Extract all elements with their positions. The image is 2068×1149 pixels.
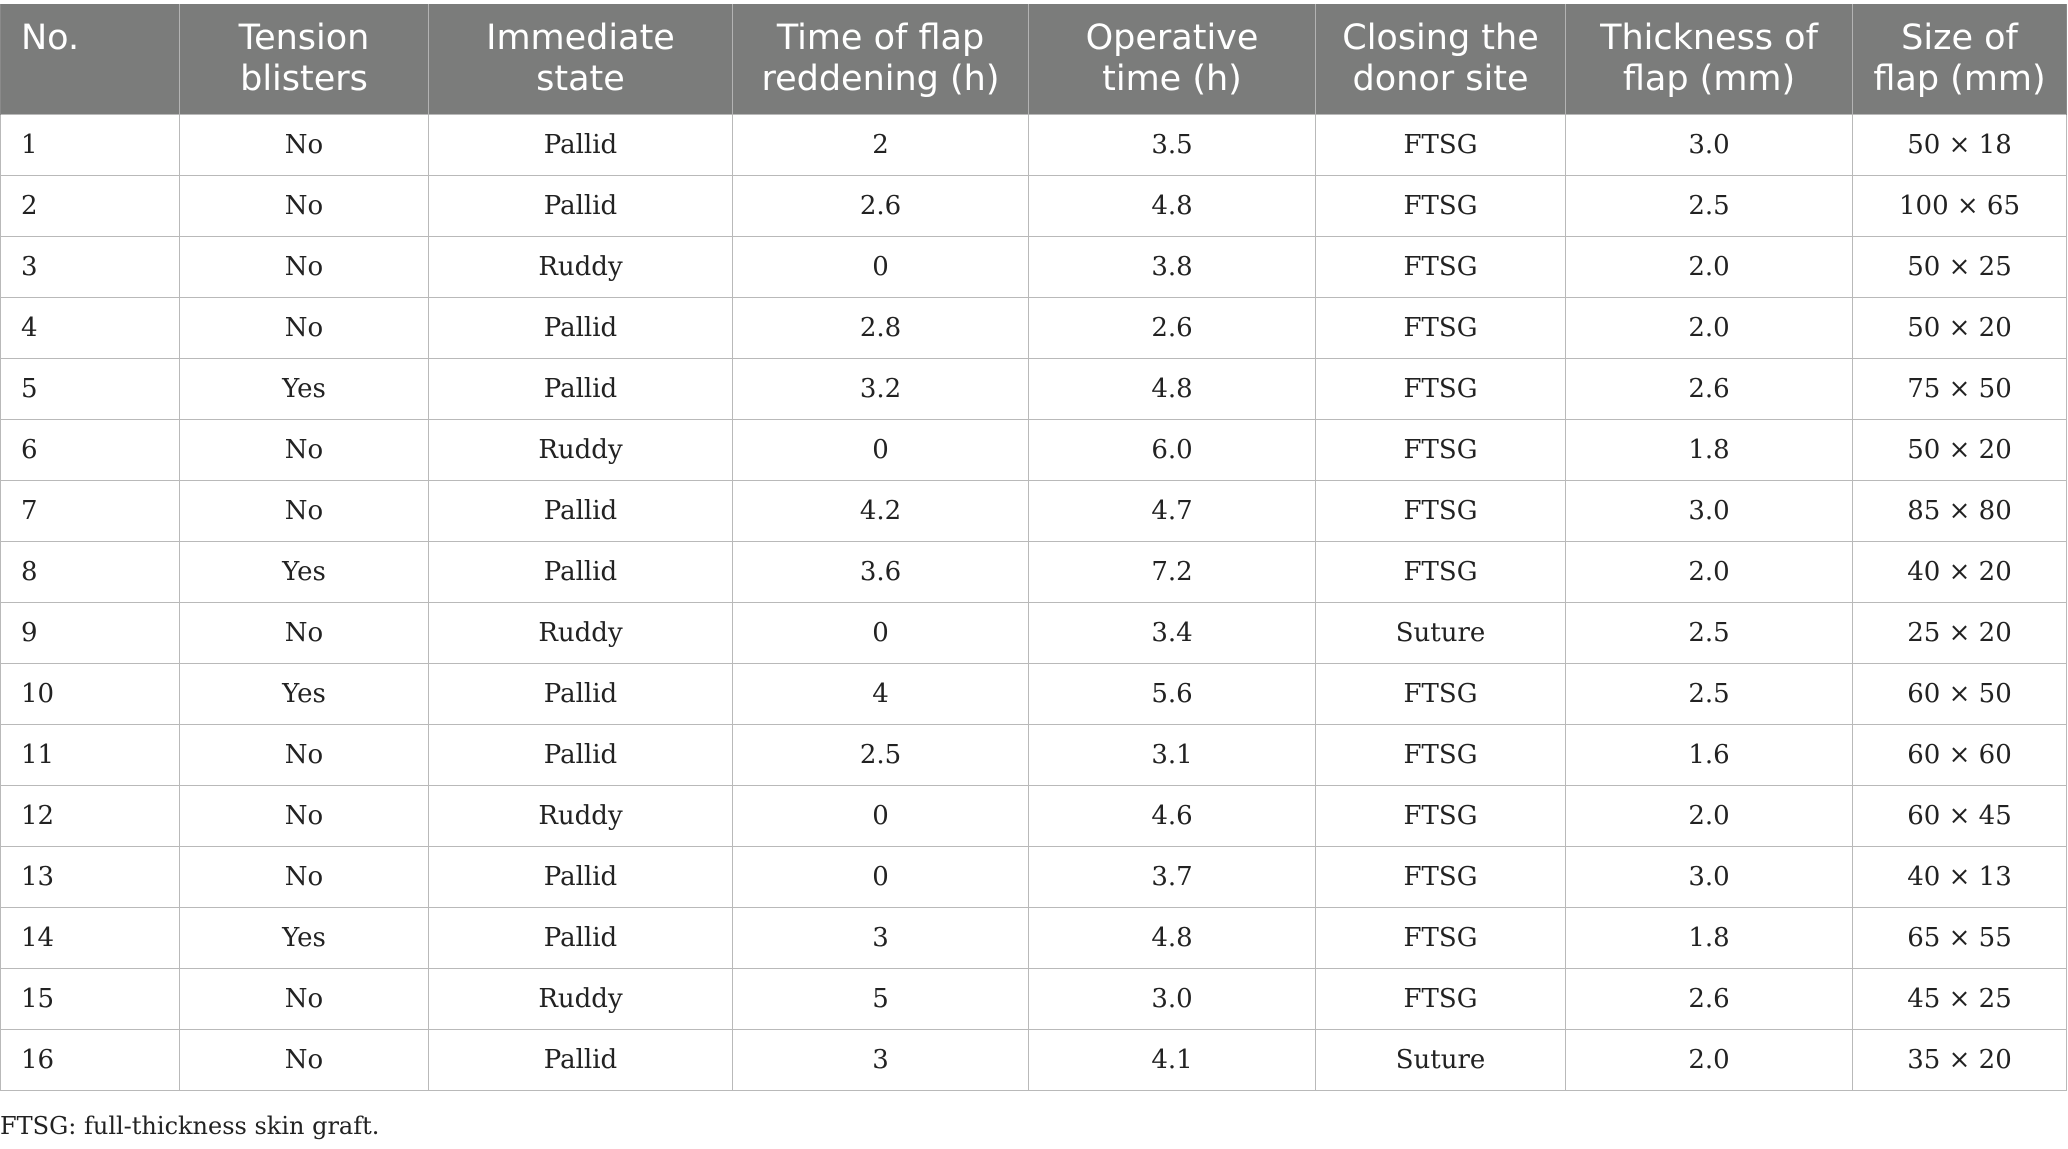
column-header-line: Closing the (1342, 17, 1539, 58)
table-cell: 3.1 (1029, 724, 1316, 785)
table-cell: 65 × 55 (1853, 907, 2067, 968)
table-cell: FTSG (1316, 175, 1566, 236)
table-cell: 2.0 (1566, 236, 1853, 297)
table-cell: 6.0 (1029, 419, 1316, 480)
table-cell: 50 × 25 (1853, 236, 2067, 297)
column-header (1, 4, 180, 114)
table-cell: Yes (180, 541, 429, 602)
table-body (1, 114, 2067, 1090)
table-cell: No (180, 968, 429, 1029)
column-header (1029, 4, 1316, 114)
data-table-container (0, 4, 2066, 1091)
column-header-line: No. (21, 18, 80, 58)
column-header-line: Time of flap (776, 17, 985, 58)
table-cell: 3.0 (1029, 968, 1316, 1029)
table-row (1, 968, 2067, 1029)
table-cell: 4.1 (1029, 1029, 1316, 1090)
table-cell: 11 (1, 724, 180, 785)
column-header (1566, 4, 1853, 114)
table-cell: Yes (180, 358, 429, 419)
table-cell: FTSG (1316, 663, 1566, 724)
table-row (1, 175, 2067, 236)
table-cell: 7.2 (1029, 541, 1316, 602)
table-cell: Suture (1316, 1029, 1566, 1090)
column-header-line: Size of (1901, 17, 2018, 58)
table-cell: 3.0 (1566, 114, 1853, 175)
table-row (1, 358, 2067, 419)
table-cell: Ruddy (429, 419, 733, 480)
table-cell: 0 (733, 785, 1029, 846)
table-cell: 15 (1, 968, 180, 1029)
table-cell: 25 × 20 (1853, 602, 2067, 663)
table-cell: No (180, 236, 429, 297)
table-cell: 85 × 80 (1853, 480, 2067, 541)
table-cell: 1.6 (1566, 724, 1853, 785)
table-cell: 2.0 (1566, 297, 1853, 358)
table-cell: Ruddy (429, 968, 733, 1029)
table-cell: FTSG (1316, 236, 1566, 297)
table-row (1, 419, 2067, 480)
table-cell: No (180, 846, 429, 907)
table-cell: FTSG (1316, 724, 1566, 785)
table-cell: 2.6 (1029, 297, 1316, 358)
table-footnote: FTSG: full-thickness skin graft. (0, 1112, 380, 1140)
table-cell: Yes (180, 907, 429, 968)
table-cell: FTSG (1316, 419, 1566, 480)
table-cell: 3.4 (1029, 602, 1316, 663)
table-header (1, 4, 2067, 114)
table-cell: 35 × 20 (1853, 1029, 2067, 1090)
table-cell: 2.8 (733, 297, 1029, 358)
table-cell: Pallid (429, 846, 733, 907)
table-cell: Pallid (429, 1029, 733, 1090)
table-cell: Pallid (429, 663, 733, 724)
table-cell: Pallid (429, 175, 733, 236)
table-row (1, 785, 2067, 846)
column-header-line: flap (mm) (1873, 58, 2046, 99)
table-cell: 2 (1, 175, 180, 236)
table-cell: 4.6 (1029, 785, 1316, 846)
table-cell: Pallid (429, 114, 733, 175)
table-cell: 60 × 45 (1853, 785, 2067, 846)
table-cell: 3.0 (1566, 480, 1853, 541)
table-cell: FTSG (1316, 480, 1566, 541)
table-row (1, 297, 2067, 358)
table-cell: FTSG (1316, 907, 1566, 968)
table-cell: 3.8 (1029, 236, 1316, 297)
table-cell: 2.5 (733, 724, 1029, 785)
table-row (1, 1029, 2067, 1090)
column-header (733, 4, 1029, 114)
column-header-line: Thickness of (1600, 17, 1818, 58)
table-cell: FTSG (1316, 846, 1566, 907)
table-row (1, 480, 2067, 541)
table-cell: 4.7 (1029, 480, 1316, 541)
table-cell: Pallid (429, 480, 733, 541)
table-cell: 8 (1, 541, 180, 602)
table-cell: 50 × 20 (1853, 419, 2067, 480)
table-cell: 40 × 13 (1853, 846, 2067, 907)
table-cell: 2.5 (1566, 602, 1853, 663)
column-header-line: donor site (1352, 58, 1529, 99)
table-cell: Pallid (429, 541, 733, 602)
table-cell: 2.5 (1566, 175, 1853, 236)
column-header-line: state (536, 58, 625, 99)
table-cell: 4 (733, 663, 1029, 724)
column-header (180, 4, 429, 114)
table-cell: 2 (733, 114, 1029, 175)
table-cell: 4.8 (1029, 175, 1316, 236)
table-cell: Ruddy (429, 236, 733, 297)
table-cell: 13 (1, 846, 180, 907)
column-header (1853, 4, 2067, 114)
table-cell: FTSG (1316, 297, 1566, 358)
table-cell: 60 × 50 (1853, 663, 2067, 724)
column-header-line: Operative (1085, 17, 1259, 58)
table-row (1, 724, 2067, 785)
column-header-line: flap (mm) (1622, 58, 1796, 99)
table-row (1, 602, 2067, 663)
table-cell: 5 (1, 358, 180, 419)
column-header-line: Tension (238, 17, 370, 58)
table-cell: 4.8 (1029, 907, 1316, 968)
table-cell: Pallid (429, 358, 733, 419)
table-row (1, 541, 2067, 602)
table-cell: 100 × 65 (1853, 175, 2067, 236)
table-cell: 10 (1, 663, 180, 724)
table-cell: 4.8 (1029, 358, 1316, 419)
table-cell: 3.6 (733, 541, 1029, 602)
table-cell: FTSG (1316, 785, 1566, 846)
table-cell: Pallid (429, 907, 733, 968)
table-cell: 1 (1, 114, 180, 175)
column-header-line: blisters (240, 58, 368, 99)
table-cell: 5 (733, 968, 1029, 1029)
table-cell: 2.6 (1566, 968, 1853, 1029)
table-cell: FTSG (1316, 114, 1566, 175)
table-cell: 0 (733, 602, 1029, 663)
table-cell: 50 × 20 (1853, 297, 2067, 358)
table-cell: No (180, 724, 429, 785)
table-cell: 5.6 (1029, 663, 1316, 724)
table-cell: 50 × 18 (1853, 114, 2067, 175)
table-cell: 2.6 (733, 175, 1029, 236)
table-cell: FTSG (1316, 358, 1566, 419)
table-cell: 3.5 (1029, 114, 1316, 175)
table-cell: 6 (1, 419, 180, 480)
table-row (1, 907, 2067, 968)
table-cell: No (180, 297, 429, 358)
table-cell: FTSG (1316, 541, 1566, 602)
table-cell: 75 × 50 (1853, 358, 2067, 419)
table-cell: 60 × 60 (1853, 724, 2067, 785)
table-cell: 40 × 20 (1853, 541, 2067, 602)
table-cell: No (180, 785, 429, 846)
table-cell: No (180, 419, 429, 480)
table-row (1, 663, 2067, 724)
table-cell: 4 (1, 297, 180, 358)
header-row (1, 4, 2067, 114)
table-cell: 16 (1, 1029, 180, 1090)
table-cell: 1.8 (1566, 419, 1853, 480)
table-row (1, 846, 2067, 907)
column-header (1316, 4, 1566, 114)
table-cell: 0 (733, 419, 1029, 480)
table-cell: 2.0 (1566, 1029, 1853, 1090)
table-cell: Pallid (429, 724, 733, 785)
table-cell: 2.0 (1566, 785, 1853, 846)
table-cell: Pallid (429, 297, 733, 358)
table-row (1, 114, 2067, 175)
table-cell: No (180, 114, 429, 175)
table-cell: 3 (733, 907, 1029, 968)
table-cell: 12 (1, 785, 180, 846)
table-cell: 3.7 (1029, 846, 1316, 907)
table-cell: 0 (733, 846, 1029, 907)
table-cell: 4.2 (733, 480, 1029, 541)
table-cell: 9 (1, 602, 180, 663)
table-cell: 2.6 (1566, 358, 1853, 419)
table-cell: 14 (1, 907, 180, 968)
column-header-line: Immediate (486, 17, 675, 58)
table-cell: 3.2 (733, 358, 1029, 419)
column-header-line: time (h) (1102, 58, 1242, 99)
flap-data-table (0, 4, 2067, 1091)
table-cell: 2.0 (1566, 541, 1853, 602)
table-cell: FTSG (1316, 968, 1566, 1029)
table-cell: No (180, 175, 429, 236)
column-header (429, 4, 733, 114)
table-cell: 3.0 (1566, 846, 1853, 907)
table-cell: 2.5 (1566, 663, 1853, 724)
table-cell: No (180, 1029, 429, 1090)
table-cell: 0 (733, 236, 1029, 297)
table-cell: Ruddy (429, 785, 733, 846)
column-header-line: reddening (h) (761, 58, 1000, 99)
table-cell: Suture (1316, 602, 1566, 663)
table-cell: 45 × 25 (1853, 968, 2067, 1029)
table-cell: 3 (733, 1029, 1029, 1090)
table-row (1, 236, 2067, 297)
table-cell: No (180, 602, 429, 663)
table-cell: 1.8 (1566, 907, 1853, 968)
table-cell: Yes (180, 663, 429, 724)
table-cell: 3 (1, 236, 180, 297)
table-cell: No (180, 480, 429, 541)
table-cell: Ruddy (429, 602, 733, 663)
table-cell: 7 (1, 480, 180, 541)
